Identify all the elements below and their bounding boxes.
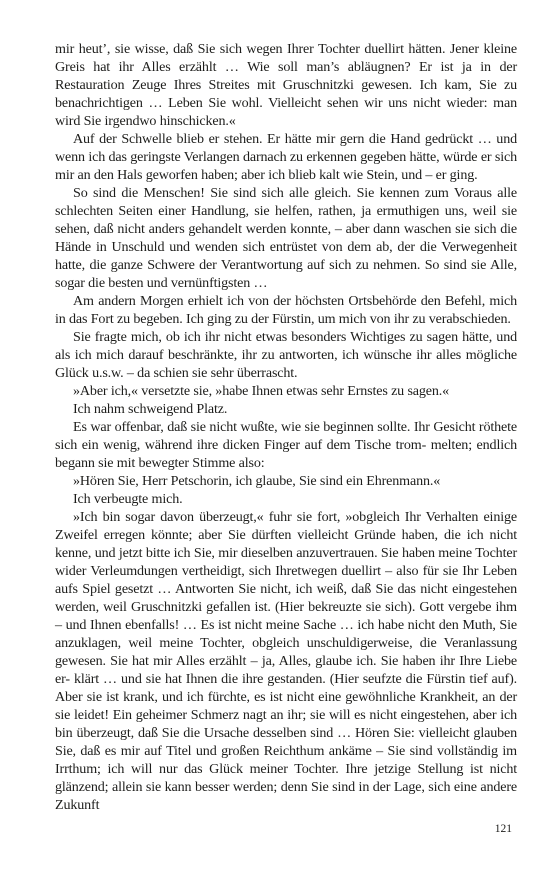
- paragraph-continued: mir heut’, sie wisse, daß Sie sich wegen Ihrer Tochter duellirt hätten. Jener kleine Greis hat ihr Alles erzählt … Wie soll man’s abläugnen? Er ist ja in der Restauration Zeuge Ihres Streites mit Gruschnitzki gewesen. Ich kam, Sie zu benachrichtigen … Leben Sie wohl. Vielleicht sehen wir uns nicht wieder: man wird Sie irgendwo hinschicken.«: [55, 41, 517, 129]
- paragraph: Sie fragte mich, ob ich ihr nicht etwas besonders Wichtiges zu sagen hätte, und als ich mich darauf beschränkte, ihr zu antworten, ich wünsche ihr alles mögliche Glück u.s.w. – da schien sie sehr überrascht.: [55, 329, 517, 381]
- paragraph: Ich verbeugte mich.: [73, 491, 183, 507]
- paragraph: Ich nahm schweigend Platz.: [73, 401, 228, 417]
- paragraph: Am andern Morgen erhielt ich von der höchsten Ortsbehörde den Befehl, mich in das Fort zu begeben. Ich ging zu der Fürstin, um mich von ihr zu verabschieden.: [55, 293, 517, 327]
- page-number: 121: [494, 823, 512, 835]
- body-text: [55, 40, 517, 814]
- paragraph: So sind die Menschen! Sie sind sich alle gleich. Sie kennen zum Voraus alle schlechten Seiten einer Handlung, sie helfen, rathen, ja ermuthigen uns, weil sie sehen, daß nicht anders gehandelt werden konnte, – aber dann waschen sie sich die Hände in Unschuld und wenden sich entrüstet von dem ab, der die Verwegenheit hatte, die ganze Schwere der Verantwortung auf sich zu nehmen. So sind sie Alle, sogar die besten und vernünftigsten …: [55, 185, 517, 291]
- paragraph: Es war offenbar, daß sie nicht wußte, wie sie beginnen sollte. Ihr Gesicht röthete sich ein wenig, während ihre dicken Finger auf dem Tische trom- melten; endlich begann sie mit bewegter Stimme also:: [55, 419, 517, 471]
- paragraph: »Hören Sie, Herr Petschorin, ich glaube, Sie sind ein Ehrenmann.«: [73, 473, 441, 489]
- paragraph: »Ich bin sogar davon überzeugt,« fuhr sie fort, »obgleich Ihr Verhalten einige Zweifel erregen könnte; aber Sie dürften vielleicht Gründe haben, die ich nicht kenne, und jetzt bitte ich Sie, mir dieselben anzuvertrauen. Sie haben meine Tochter wider Verleumdungen vertheidigt, sich Ihretwegen duellirt – also für sie Ihr Leben aufs Spiel gesetzt … Antworten Sie nicht, ich weiß, daß Sie das nicht eingestehen werden, weil Gruschnitzki gefallen ist. (Hier bekreuzte sie sich). Gott vergebe ihm – und Ihnen ebenfalls! … Es ist nicht meine Sache … ich habe nicht den Muth, Sie anzuklagen, weil meine Tochter, obgleich unschuldigerweise, die Veranlassung gewesen. Sie hat mir Alles erzählt – ja, Alles, glaube ich. Sie haben ihr Ihre Liebe er- klärt … und sie hat Ihnen die ihre gestanden. (Hier seufzte die Fürstin tief auf). Aber sie ist krank, und ich fürchte, es ist nicht eine gewöhnliche Krankheit, an der sie leidet! Ein geheimer Schmerz nagt an ihr; sie will es nicht eingestehen, aber ich bin überzeugt, daß Sie die Ursache desselben sind … Hören Sie: vielleicht glauben Sie, daß es mir auf Titel und großen Reichthum ankäme – Sie sind vollständig im Irrthum; ich will nur das Glück meiner Tochter. Ihre jetzige Stellung ist nicht glänzend; allein sie kann besser werden; denn Sie sind in der Lage, sich eine andere Zukunft: [55, 509, 517, 813]
- paragraph: »Aber ich,« versetzte sie, »habe Ihnen etwas sehr Ernstes zu sagen.«: [73, 383, 450, 399]
- paragraph: Auf der Schwelle blieb er stehen. Er hätte mir gern die Hand gedrückt … und wenn ich das geringste Verlangen darnach zu erkennen gegeben hätte, würde er sich mir an den Hals geworfen haben; aber ich blieb kalt wie Stein, und – er ging.: [55, 131, 517, 183]
